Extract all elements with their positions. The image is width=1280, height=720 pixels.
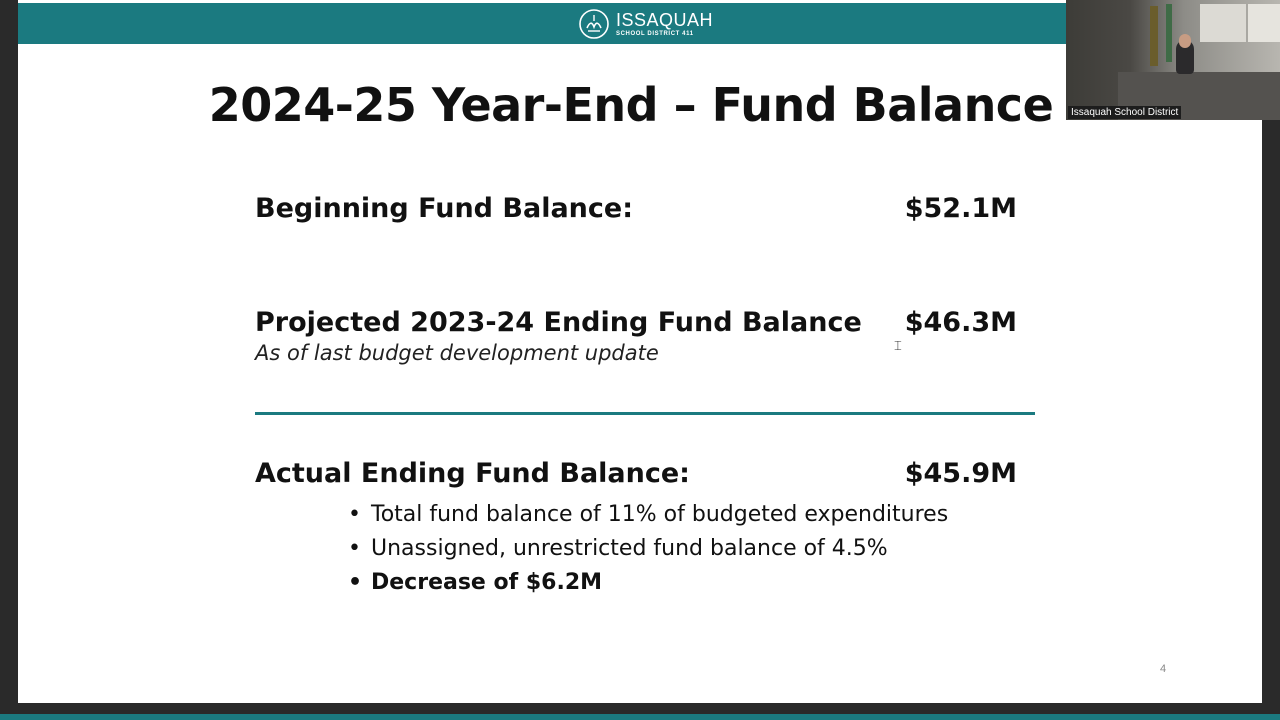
beginning-fund-balance-value: $52.1M xyxy=(904,193,1017,224)
camera-wall-panel xyxy=(1248,4,1280,42)
bottom-accent-band xyxy=(0,714,1280,720)
bullet-item xyxy=(348,568,948,602)
bullet-item xyxy=(348,534,948,568)
camera-name-label: Issaquah School District xyxy=(1068,106,1181,119)
issaquah-logo-icon xyxy=(578,8,610,40)
district-logo xyxy=(578,8,713,40)
bullet-dot: • xyxy=(348,502,361,527)
slide-title: 2024-25 Year-End – Fund Balance xyxy=(208,78,1054,132)
actual-fund-balance-label: Actual Ending Fund Balance: xyxy=(255,458,690,489)
slide-page-number: 4 xyxy=(1160,663,1167,675)
camera-wall-panel xyxy=(1200,4,1246,42)
projected-fund-balance-note: As of last budget development update xyxy=(255,341,659,365)
bullet-item xyxy=(348,500,948,534)
projected-fund-balance-label: Projected 2023-24 Ending Fund Balance xyxy=(255,307,862,338)
bullet-dot: • xyxy=(348,570,363,595)
logo-subtitle: SCHOOL DISTRICT 411 xyxy=(616,31,694,37)
actual-fund-balance-value: $45.9M xyxy=(904,458,1017,489)
camera-flag xyxy=(1150,6,1158,66)
camera-flag xyxy=(1166,4,1172,62)
text-cursor-icon: ⌶ xyxy=(894,338,902,353)
fund-balance-bullets xyxy=(348,500,948,602)
bullet-dot: • xyxy=(348,536,361,561)
beginning-fund-balance-label: Beginning Fund Balance: xyxy=(255,193,633,224)
camera-speaker-head xyxy=(1179,34,1191,48)
speaker-video-thumbnail[interactable] xyxy=(1066,0,1280,120)
logo-name: ISSAQUAH xyxy=(616,10,714,30)
projected-fund-balance-value: $46.3M xyxy=(904,307,1017,338)
section-divider xyxy=(255,412,1035,415)
bullet-text: Unassigned, unrestricted fund balance of 4.5% xyxy=(371,536,888,561)
bullet-text: Total fund balance of 11% of budgeted expenditures xyxy=(371,502,949,527)
bullet-text: Decrease of $6.2M xyxy=(371,570,603,595)
